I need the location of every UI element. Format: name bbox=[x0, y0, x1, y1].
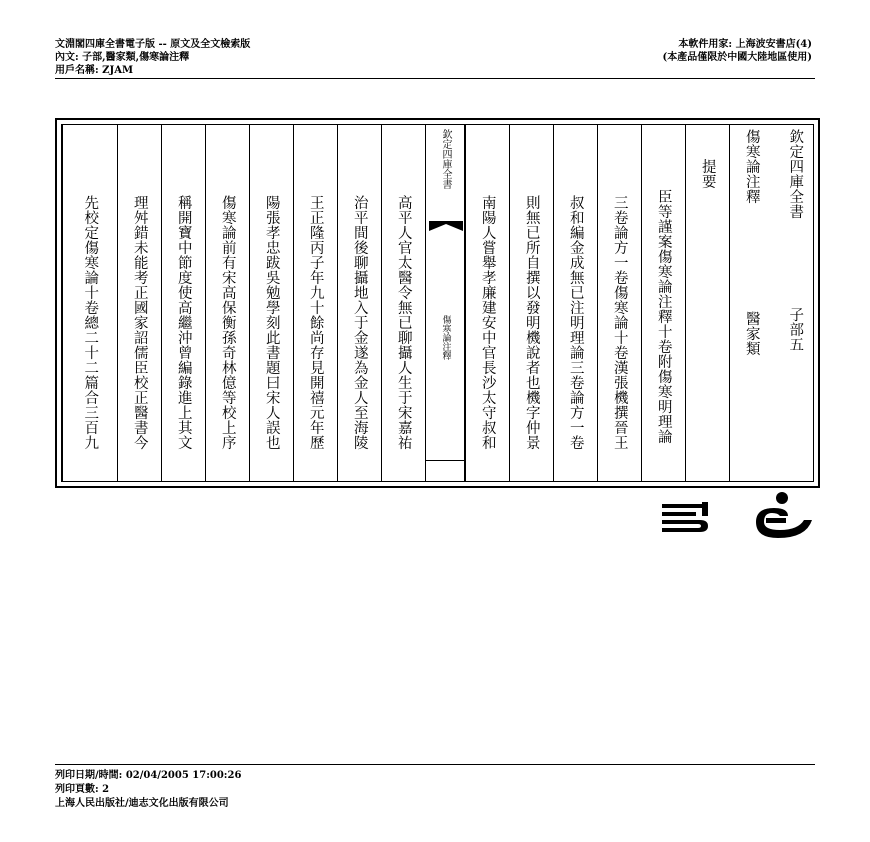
header-divider bbox=[55, 78, 815, 79]
header-edition: 文淵閣四庫全書電子版 -- 原文及全文檢索版 bbox=[55, 39, 251, 50]
dizhi-seal-icon bbox=[756, 492, 812, 538]
text-column: 南陽人嘗舉孝廉建安中官長沙太守叔和 bbox=[479, 195, 496, 450]
work-class: 醫家類 bbox=[743, 311, 760, 356]
print-page-count: 列印頁數: 2 bbox=[55, 784, 110, 795]
spine-title: 欽定四庫全書 bbox=[440, 129, 451, 189]
page-column-6 bbox=[553, 125, 597, 481]
header-username: 用戶名稱: ZJAM bbox=[55, 65, 134, 76]
work-title: 傷寒論注釋 bbox=[743, 129, 760, 204]
footer-divider bbox=[55, 764, 815, 765]
page-column-16 bbox=[117, 125, 161, 481]
header-right bbox=[663, 38, 812, 64]
header-region-note: (本產品僅限於中國大陸地區使用) bbox=[662, 52, 812, 63]
publisher-line: 上海人民出版社/迪志文化出版有限公司 bbox=[55, 798, 229, 809]
page-column-7 bbox=[509, 125, 553, 481]
page-column-4 bbox=[641, 125, 685, 481]
book-title: 欽定四庫全書 bbox=[787, 129, 804, 219]
header-content: 內文: 子部,醫家類,傷寒論注釋 bbox=[55, 52, 190, 63]
header-licensee: 本軟件用家: 上海波安書店(4) bbox=[678, 39, 812, 50]
page-column-1 bbox=[773, 125, 817, 481]
text-column: 王正隆丙子年九十餘尚存見開禧元年歷 bbox=[307, 195, 324, 450]
section-heading: 提要 bbox=[699, 159, 716, 189]
spine-divider bbox=[426, 460, 464, 461]
publisher-mark-icon bbox=[662, 502, 708, 532]
text-column: 則無已所自撰以發明機說者也機字仲景 bbox=[523, 195, 540, 450]
page-column-8 bbox=[465, 125, 509, 481]
footer bbox=[55, 769, 241, 811]
text-column: 先校定傷寒論十卷總二十二篇合三百九 bbox=[82, 195, 99, 450]
page-column-14 bbox=[205, 125, 249, 481]
book-category: 子部五 bbox=[787, 307, 804, 352]
publisher-logos bbox=[660, 490, 820, 538]
text-column: 陽張孝忠跋吳勉學刻此書題曰宋人誤也 bbox=[263, 195, 280, 450]
text-column: 稱開寶中節度使高繼沖曾編錄進上其文 bbox=[175, 195, 192, 450]
text-column: 傷寒論前有宋高保衡孫奇林億等校上序 bbox=[219, 195, 236, 450]
text-column: 三卷論方一卷傷寒論十卷漢張機撰晉王 bbox=[611, 195, 628, 450]
page-column-17 bbox=[62, 125, 117, 481]
fishtail-mark-icon bbox=[429, 221, 463, 231]
text-column: 高平人官太醫令無已聊攝人生于宋嘉祐 bbox=[395, 195, 412, 450]
print-datetime: 列印日期/時間: 02/04/2005 17:00:26 bbox=[55, 770, 242, 781]
page-column-2 bbox=[729, 125, 773, 481]
page-inner-border bbox=[61, 124, 814, 482]
page-column-13 bbox=[249, 125, 293, 481]
page-column-3 bbox=[685, 125, 729, 481]
spine-column bbox=[425, 125, 465, 481]
page-column-11 bbox=[337, 125, 381, 481]
page-column-15 bbox=[161, 125, 205, 481]
text-column: 臣等謹案傷寒論注釋十卷附傷寒明理論 bbox=[655, 189, 672, 444]
text-column: 治平間後聊攝地入于金遂為金人至海陵 bbox=[351, 195, 368, 450]
spine-work-title: 傷寒論注釋 bbox=[440, 315, 451, 360]
text-column: 叔和編金成無已注明理論三卷論方一卷 bbox=[567, 195, 584, 450]
page-column-5 bbox=[597, 125, 641, 481]
page-frame bbox=[55, 118, 820, 488]
page-column-12 bbox=[293, 125, 337, 481]
text-column: 理舛錯未能考正國家詔儒臣校正醫書今 bbox=[131, 195, 148, 450]
header-left bbox=[55, 38, 250, 77]
page-column-10 bbox=[381, 125, 425, 481]
